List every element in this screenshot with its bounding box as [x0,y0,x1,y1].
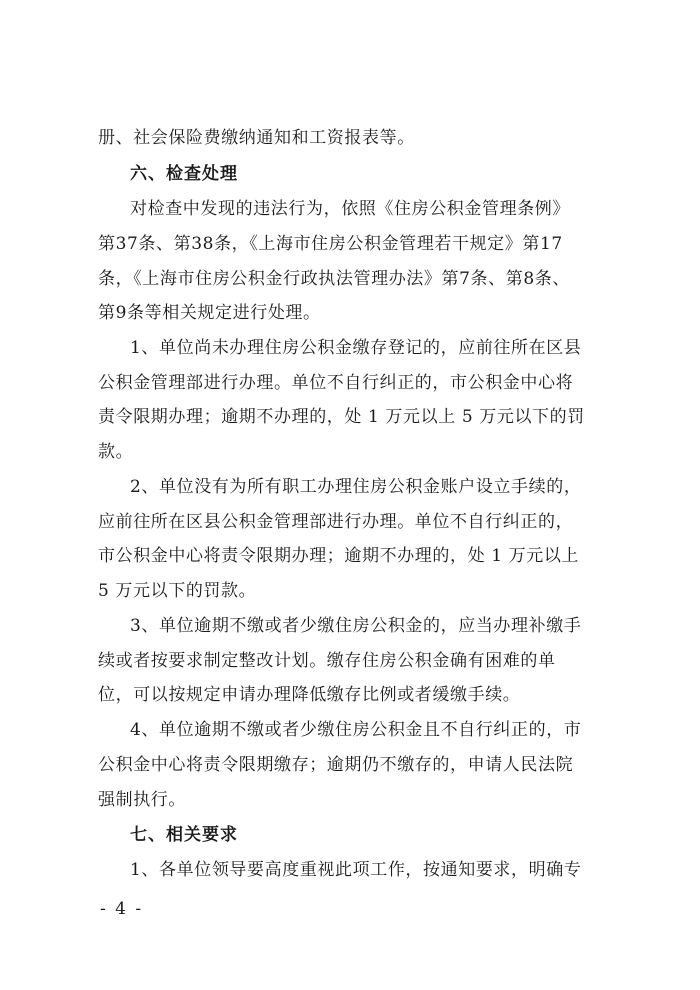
item-2-line: 2、单位没有为所有职工办理住房公积金账户设立手续的， [130,477,582,497]
item-4-line: 强制执行。 [98,790,186,810]
item-4-line: 4、单位逾期不缴或者少缴住房公积金且不自行纠正的，市 [130,720,582,740]
section-7-heading: 七、相关要求 [130,825,238,845]
item-2-line: 应前往所在区县公积金管理部进行办理。单位不自行纠正的， [98,512,574,532]
item-1-line: 责令限期办理；逾期不办理的，处 1 万元以上 5 万元以下的罚 [98,407,585,427]
section-6-intro-line: 对检查中发现的违法行为，依照《住房公积金管理条例》 [130,199,570,219]
item-2-line: 5 万元以下的罚款。 [98,581,257,601]
intro-tail-line: 册、社会保险费缴纳通知和工资报表等。 [98,128,415,148]
section-6-heading: 六、检查处理 [130,164,238,184]
page-number: - 4 - [100,899,144,919]
section-6-intro-line: 第37条、第38条，《上海市住房公积金管理若干规定》第17 [98,234,563,254]
item-1-line: 1、单位尚未办理住房公积金缴存登记的，应前往所在区县 [130,338,582,358]
section-6-intro-line: 条，《上海市住房公积金行政执法管理办法》第7条、第8条、 [98,269,570,289]
section-6-intro-line: 第9条等相关规定进行处理。 [98,303,321,323]
item-3-line: 续或者按要求制定整改计划。缴存住房公积金确有困难的单 [98,651,556,671]
section-7-item-1-line: 1、各单位领导要高度重视此项工作，按通知要求，明确专 [130,860,582,880]
item-3-line: 位，可以按规定申请办理降低缴存比例或者缓缴手续。 [98,685,521,705]
item-4-line: 公积金中心将责令限期缴存；逾期仍不缴存的，申请人民法院 [98,755,574,775]
item-1-line: 公积金管理部进行办理。单位不自行纠正的，市公积金中心将 [98,373,574,393]
item-1-line: 款。 [98,442,134,462]
item-2-line: 市公积金中心将责令限期办理；逾期不办理的，处 1 万元以上 [98,546,580,566]
item-3-line: 3、单位逾期不缴或者少缴住房公积金的，应当办理补缴手 [130,616,582,636]
